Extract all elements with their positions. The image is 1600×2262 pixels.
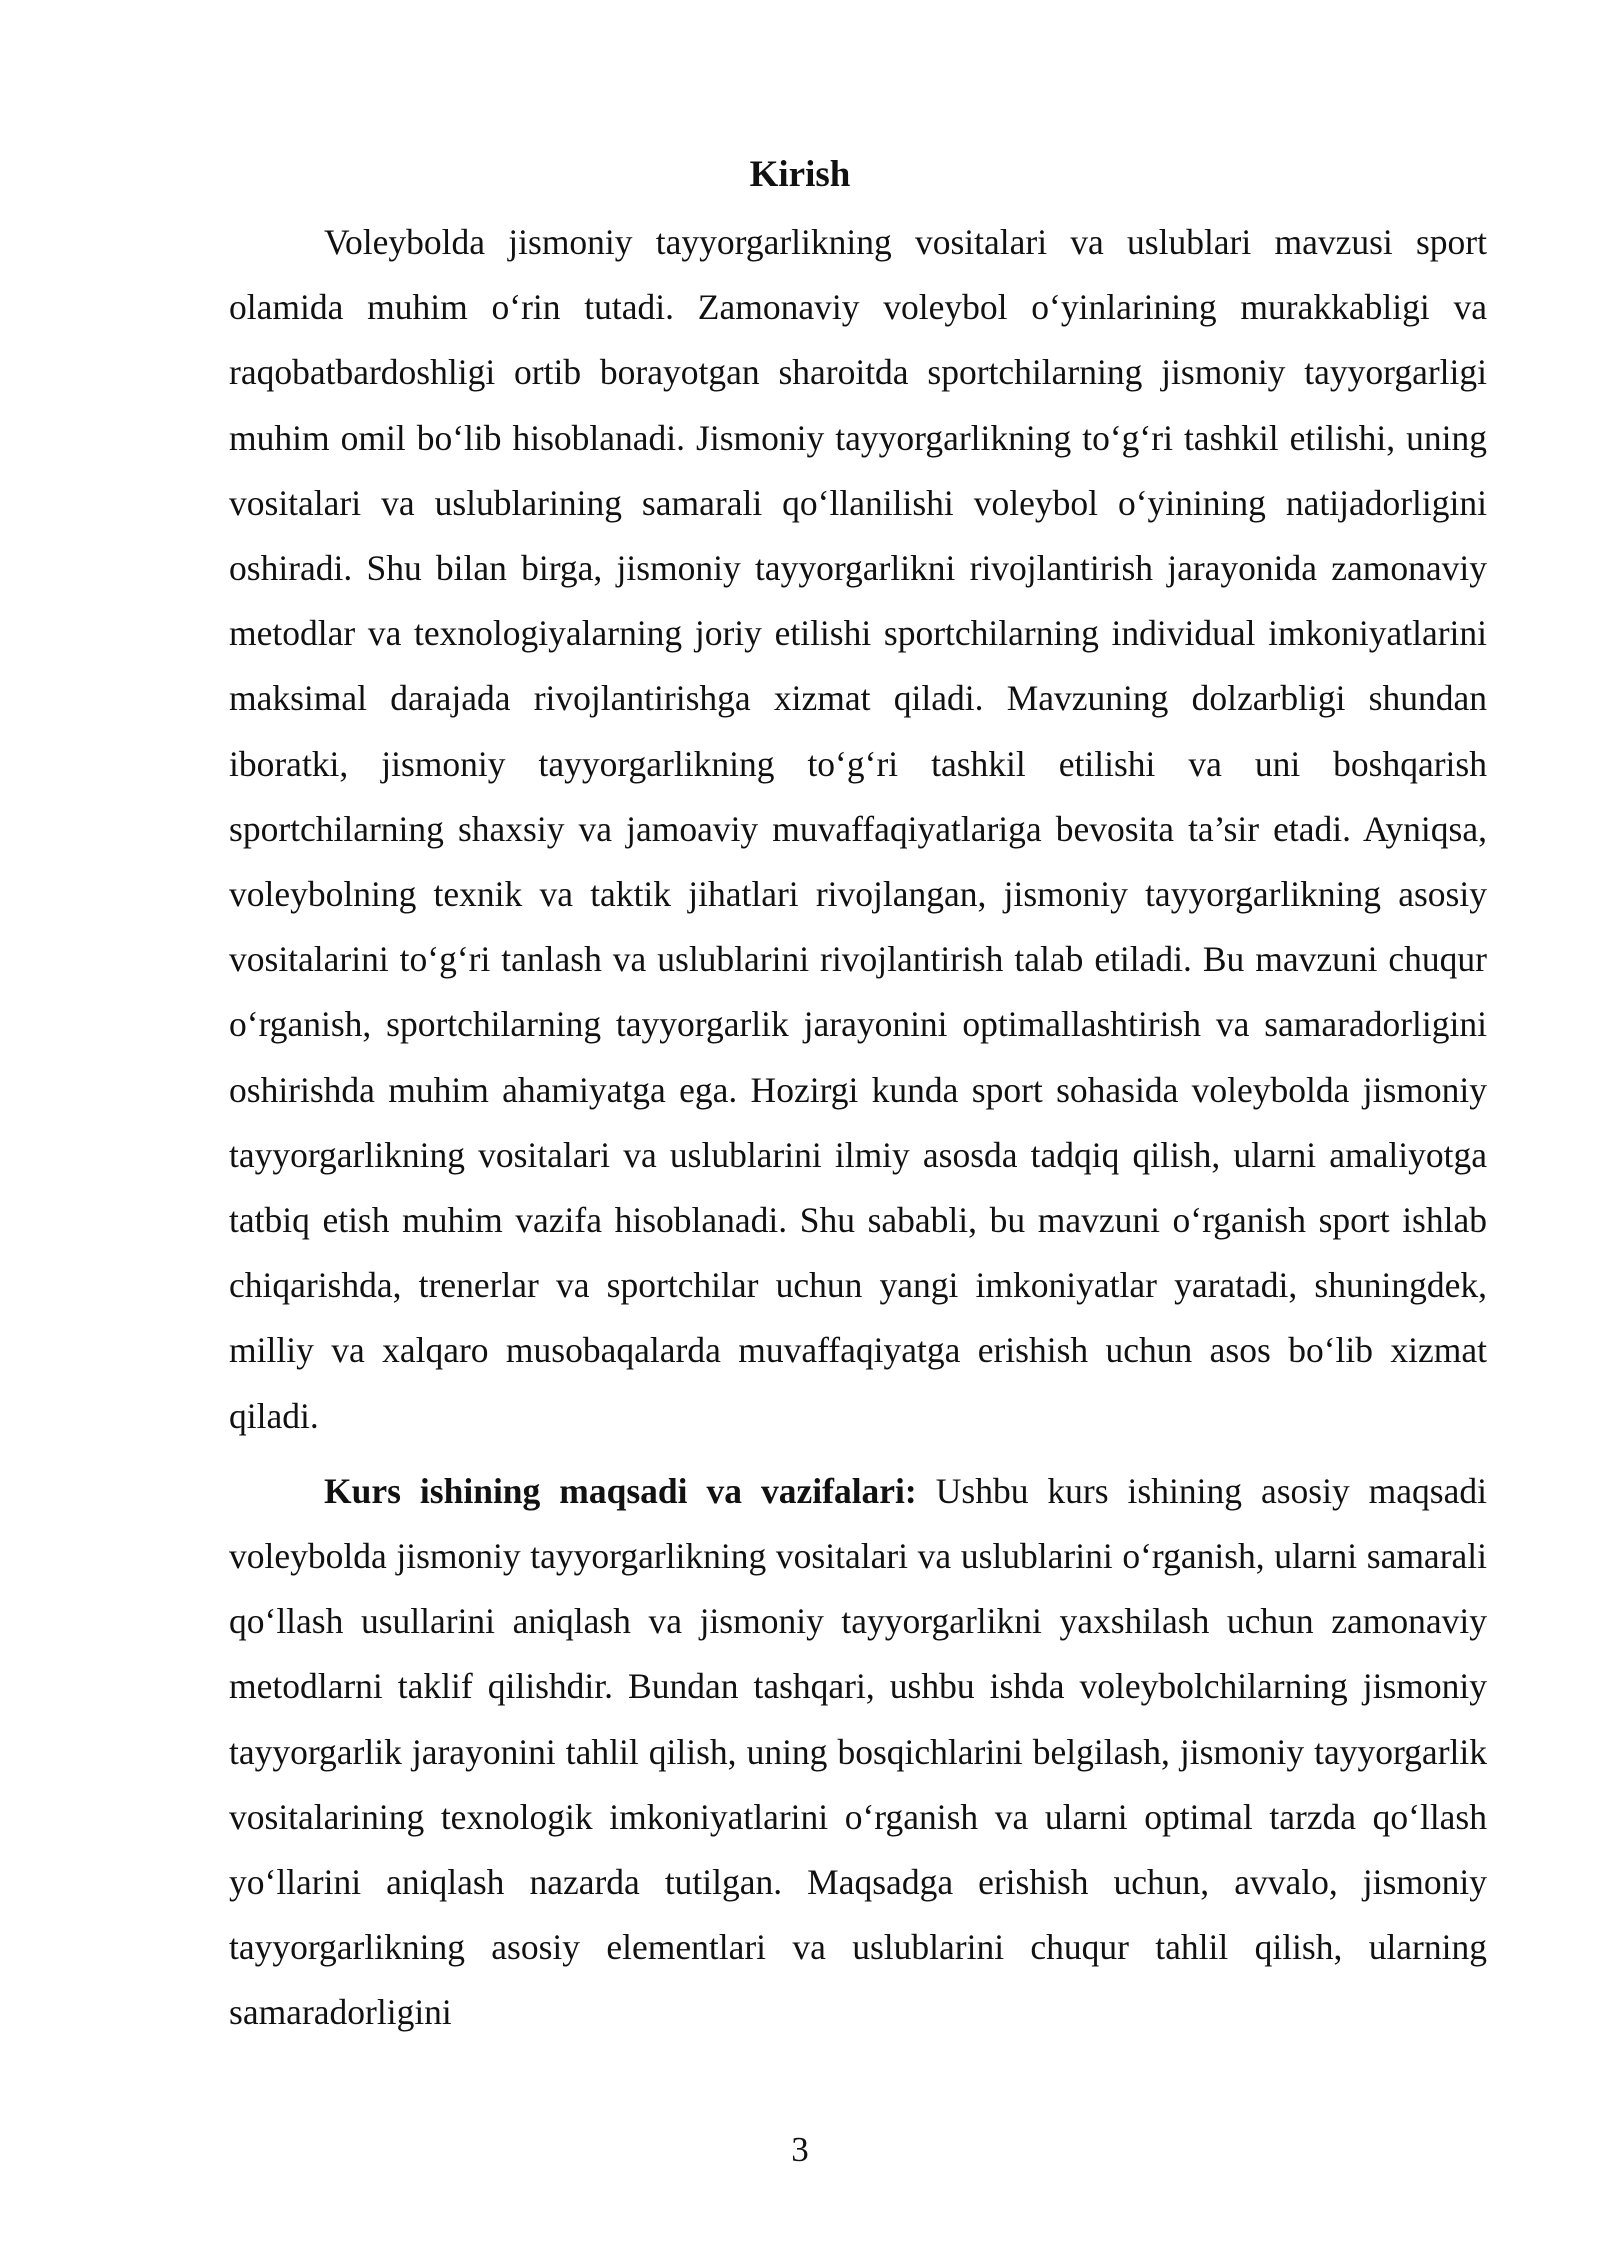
body-text: [229, 210, 1487, 2046]
paragraph-lead: Kurs ishining maqsadi va vazifalari:: [324, 1470, 917, 1511]
paragraph-goals: [229, 1459, 1487, 2046]
paragraph-text: Voleybolda jismoniy tayyorgarlikning vositalari va uslublari mavzusi sport olamida muhim o‘rin tutadi. Zamonaviy voleybol o‘yinlarining murakkabligi va raqobatbardoshligi ortib borayotgan sharoitda sportchilarning jismoniy tayyorgarligi muhim omil bo‘lib hisoblanadi. Jismoniy tayyorgarlikning to‘g‘ri tashkil etilishi, uning vositalari va uslublarining samarali qo‘llanilishi voleybol o‘yinining natijadorligini oshiradi. Shu bilan birga, jismoniy tayyorgarlikni rivojlantirish jarayonida zamonaviy metodlar va texnologiyalarning joriy etilishi sportchilarning individual imkoniyatlarini maksimal darajada rivojlantirishga xizmat qiladi. Mavzuning dolzarbligi shundan iboratki, jismoniy tayyorgarlikning to‘g‘ri tashkil etilishi va uni boshqarish sportchilarning shaxsiy va jamoaviy muvaffaqiyatlariga bevosita ta’sir etadi. Ayniqsa, voleybolning texnik va taktik jihatlari rivojlangan, jismoniy tayyorgarlikning asosiy vositalarini to‘g‘ri tanlash va uslublarini rivojlantirish talab etiladi. Bu mavzuni chuqur o‘rganish, sportchilarning tayyorgarlik jarayonini optimallashtirish va samaradorligini oshirishda muhim ahamiyatga ega. Hozirgi kunda sport sohasida voleybolda jismoniy tayyorgarlikning vositalari va uslublarini ilmiy asosda tadqiq qilish, ularni amaliyotga tatbiq etish muhim vazifa hisoblanadi. Shu sababli, bu mavzuni o‘rganish sport ishlab chiqarishda, trenerlar va sportchilar uchun yangi imkoniyatlar yaratadi, shuningdek, milliy va xalqaro musobaqalarda muvaffaqiyatga erishish uchun asos bo‘lib xizmat qiladi.: [229, 222, 1487, 1436]
paragraph-text: Ushbu kurs ishining asosiy maqsadi voleybolda jismoniy tayyorgarlikning vositalari va uslublarini o‘rganish, ularni samarali qo‘llash usullarini aniqlash va jismoniy tayyorgarlikni yaxshilash uchun zamonaviy metodlarni taklif qilishdir. Bundan tashqari, ushbu ishda voleybolchilarning jismoniy tayyorgarlik jarayonini tahlil qilish, uning bosqichlarini belgilash, jismoniy tayyorgarlik vositalarining texnologik imkoniyatlarini o‘rganish va ularni optimal tarzda qo‘llash yo‘llarini aniqlash nazarda tutilgan. Maqsadga erishish uchun, avvalo, jismoniy tayyorgarlikning asosiy elementlari va uslublarini chuqur tahlil qilish, ularning samaradorligini: [229, 1470, 1487, 2033]
section-heading: Kirish: [749, 154, 851, 195]
page-number: 3: [791, 2130, 809, 2169]
paragraph-introduction: [229, 210, 1487, 1449]
